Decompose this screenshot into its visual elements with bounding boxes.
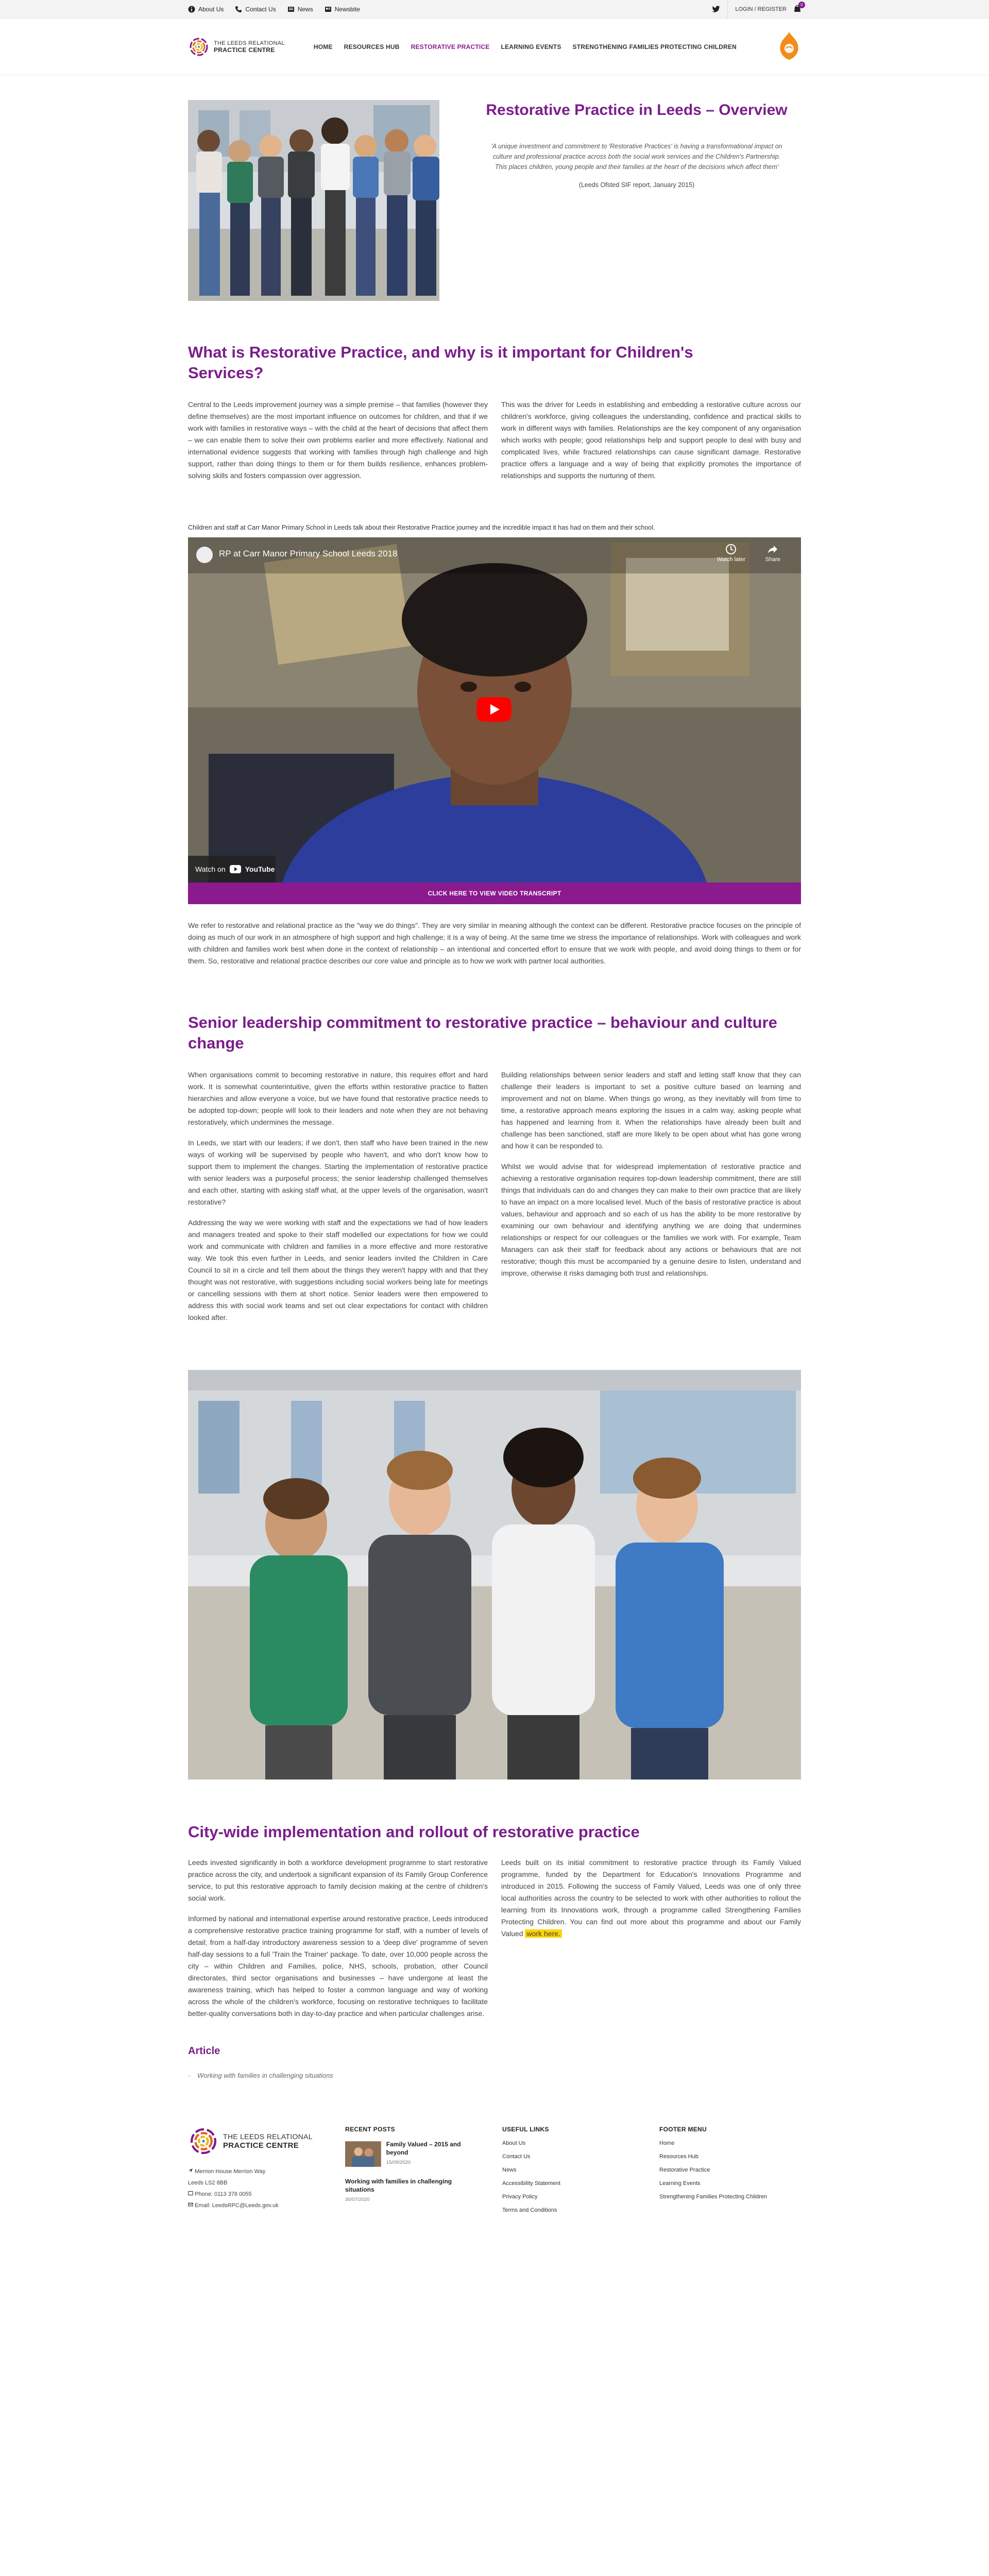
recent-posts-heading: RECENT POSTS bbox=[345, 2126, 395, 2133]
partner-logo-icon bbox=[777, 31, 801, 61]
email-icon bbox=[188, 2202, 193, 2207]
footer-menu-strengthening-families[interactable]: Strengthening Families Protecting Children bbox=[659, 2194, 768, 2200]
logo-mark-icon bbox=[188, 36, 210, 58]
logo-line1: THE LEEDS RELATIONAL bbox=[223, 2132, 313, 2141]
post-date: 15/09/2020 bbox=[386, 2160, 411, 2165]
basket-button[interactable] bbox=[794, 5, 801, 14]
hero-citation: (Leeds Ofsted SIF report, January 2015) bbox=[578, 181, 695, 189]
paragraph: Addressing the way we were working with staff and the expectations we had of how leaders and managers treated and spoke to their staff modelled our expectations for how we could work and communicate with children and families in a more effective and more restorative way. We took this even further in Leeds, and senior leaders invited the Children in Care Council to sit in a circle and tell them about the things they weren't happy with and that they thought was not restorative, with suggestions including social workers being late for meetings or cancelling sessions with them at short notice. Senior leaders were then empowered to address this with social work teams and set out clear expectations for contact with children looked after. bbox=[188, 1218, 488, 1321]
section2-columns bbox=[188, 1069, 801, 1324]
footer-contact-column bbox=[188, 2126, 319, 2221]
youtube-logo-icon bbox=[230, 865, 241, 873]
footer-menu-heading: FOOTER MENU bbox=[659, 2126, 707, 2133]
top-bar bbox=[0, 0, 989, 19]
site-header bbox=[0, 19, 989, 75]
logo-line2: PRACTICE CENTRE bbox=[214, 46, 275, 54]
youtube-label: YouTube bbox=[245, 865, 275, 873]
paragraph-relational-practice: We refer to restorative and relational practice as the "way we do things". They are very similar in meaning although the context can be different. Restorative practice focuses on the principle of doing as much of our work in an atmosphere of high support and high challenge; it is a way of being. At the same time we stress the importance of relationships. Work with colleagues and work with children and families work best when done in the context of relationship – an intentional and concerted effort to ensure that we work with people, and avoid doing things to them or for them. So, restorative and relational practice describes our core value and principle as to how we work with partner local authorities. bbox=[188, 921, 801, 965]
video-title[interactable]: RP at Carr Manor Primary School Leeds 2018 bbox=[219, 549, 398, 558]
top-right bbox=[712, 0, 801, 19]
section1-col1 bbox=[188, 399, 488, 482]
article-heading: Article bbox=[188, 2045, 220, 2057]
footer-link-about[interactable]: About Us bbox=[502, 2140, 526, 2146]
section-heading-what-is-rp: What is Restorative Practice, and why is it important for Children's Services? bbox=[188, 343, 693, 382]
section2-col1 bbox=[188, 1069, 488, 1324]
watch-later-button[interactable] bbox=[717, 544, 745, 563]
nav-item-resources-hub[interactable]: RESOURCES HUB bbox=[344, 43, 400, 50]
nav-item-strengthening-families[interactable]: STRENGTHENING FAMILIES PROTECTING CHILDREN bbox=[572, 43, 737, 50]
paragraph: Building relationships between senior leaders and staff and letting staff know that they can challenge their leaders is important to set a positive culture based on learning and improvement and not on blame. When things go wrong, as they inevitably will from time to time, a restorative approach means exploring the issues in a calm way, asking people what has happened and learning from it. When the relationships have already been built and challenge has been sanctioned, staff are more likely to be open about what has gone wrong and how it can be responded to. bbox=[501, 1071, 801, 1150]
paragraph: Leeds invested significantly in both a workforce development programme to start restorative practice across the city, and undertook a significant expansion of its Family Group Conference service, to put this restorative approach to family decision making at the centre of children's social work. bbox=[188, 1858, 488, 1902]
hero-section bbox=[188, 100, 801, 301]
footer-link-terms[interactable]: Terms and Conditions bbox=[502, 2207, 557, 2213]
location-icon bbox=[188, 2168, 193, 2173]
paragraph-text: Leeds built on its initial commitment to restorative practice through its Family Valued programme, funded by the Department for Education's Innovations Programme and introduced in 2015. Following the success of Family Valued, Leeds was one of only three local authorities across the country to be selected to work with other authorities to rollout the learning from its Innovations work, through a programme called Strengthening Families Protecting Children. You can find out more about this programme and about our Family Valued bbox=[501, 1858, 801, 1938]
section2-col2 bbox=[501, 1069, 801, 1324]
footer-menu-resources-hub[interactable]: Resources Hub bbox=[659, 2154, 698, 2160]
newspaper-icon bbox=[325, 6, 332, 13]
post-title: Working with families in challenging situations bbox=[345, 2178, 452, 2193]
address-line-2: Leeds LS2 8BB bbox=[188, 2180, 228, 2186]
share-label: Share bbox=[765, 556, 780, 563]
logo-text bbox=[214, 40, 285, 54]
section1-col2 bbox=[501, 399, 801, 482]
top-link-about[interactable] bbox=[188, 6, 224, 13]
news-icon bbox=[287, 6, 295, 13]
site-footer bbox=[188, 2126, 801, 2221]
hero-children-photo bbox=[188, 100, 439, 301]
address-line-1: Merrion House Merrion Way bbox=[195, 2168, 266, 2175]
address-line bbox=[188, 2166, 319, 2177]
footer-useful-links bbox=[502, 2126, 634, 2221]
logo-line2: PRACTICE CENTRE bbox=[223, 2141, 299, 2150]
recent-post-item[interactable] bbox=[345, 2140, 476, 2168]
paragraph: This was the driver for Leeds in establishing and embedding a restorative culture across our children's workforce, giving colleagues the understanding, confidence and practical skills to work in different ways with families. Relationships are the key component of any organisation which works with people; good relationships help and support people to deal with busy and complicated lives, while fractured relationships can cause significant damage. Restorative practice offers a language and a way of being that explicitly promotes the importance of relationships and supports the nurturing of them. bbox=[501, 400, 801, 480]
top-links bbox=[188, 6, 360, 13]
footer-link-accessibility[interactable]: Accessibility Statement bbox=[502, 2180, 561, 2187]
post-thumbnail bbox=[345, 2140, 381, 2168]
section3-col2 bbox=[501, 1857, 801, 2020]
footer-link-privacy[interactable]: Privacy Policy bbox=[502, 2194, 538, 2200]
post-title: Family Valued – 2015 and beyond bbox=[386, 2141, 461, 2156]
login-register-link[interactable]: LOGIN / REGISTER bbox=[735, 6, 787, 12]
footer-link-news[interactable]: News bbox=[502, 2167, 517, 2173]
recent-post-item[interactable] bbox=[345, 2177, 476, 2202]
footer-recent-posts bbox=[345, 2126, 476, 2221]
post-date: 30/07/2020 bbox=[345, 2197, 370, 2202]
nav-item-learning-events[interactable]: LEARNING EVENTS bbox=[501, 43, 561, 50]
footer-menu-home[interactable]: Home bbox=[659, 2140, 675, 2146]
video-caption: Children and staff at Carr Manor Primary School in Leeds talk about their Restorative Practice journey and the incredible impact it has had on them and their school. bbox=[188, 524, 655, 531]
footer-logo[interactable] bbox=[188, 2126, 319, 2157]
paragraph: Central to the Leeds improvement journey was a simple premise – that families (however they define themselves) are the most important influence on outcomes for children, and that if we work with families in restorative ways – with the child at the heart of decisions that affect them – we can enable them to solve their own problems earlier and more effectively. National and international evidence suggests that working with families through high challenge and high support, rather than doing things to them or for them builds resilience, enhances problem-solving skills and fosters compassion over aggression. bbox=[188, 400, 488, 480]
top-link-label: About Us bbox=[198, 6, 224, 13]
clock-icon bbox=[725, 544, 737, 555]
hero-text bbox=[472, 100, 801, 301]
site-logo[interactable] bbox=[188, 36, 285, 58]
phone-icon bbox=[235, 6, 242, 13]
footer-email[interactable]: Email: LeedsRPC@Leeds.gov.uk bbox=[195, 2202, 279, 2209]
partner-badge[interactable] bbox=[777, 31, 801, 63]
paragraph: In Leeds, we start with our leaders; if we don't, then staff who have been trained in the new ways of working will be supervised by people who haven't, and who don't know how to support them to implement the changes. Starting the implementation of restorative practice with senior leaders was a purposeful process; the senior leadership challenged themselves and each other, starting with asking staff what, at the upper levels of the organisation, wasn't restorative? bbox=[188, 1139, 488, 1206]
footer-link-contact[interactable]: Contact Us bbox=[502, 2154, 531, 2160]
divider bbox=[727, 0, 728, 19]
four-boys-photo bbox=[188, 1370, 801, 1780]
main-nav bbox=[314, 43, 737, 50]
top-link-label: News bbox=[297, 6, 313, 13]
watch-on-label: Watch on bbox=[195, 865, 226, 873]
twitter-icon[interactable] bbox=[712, 6, 720, 13]
paragraph: When organisations commit to becoming restorative in nature, this requires effort and hard work. It is somewhat counterintuitive, given the efforts within restorative practice to flatten hierarchies and allow everyone a voice, but we have found that restorative practice needs to be adopted top-down; people will look to their leaders and note when they are not behaving restoratively, which undermines the message. bbox=[188, 1071, 488, 1126]
top-link-news[interactable] bbox=[287, 6, 313, 13]
family-valued-work-link[interactable]: work here. bbox=[525, 1929, 561, 1938]
footer-menu bbox=[659, 2126, 791, 2221]
section-heading-senior-leadership: Senior leadership commitment to restorative practice – behaviour and culture change bbox=[188, 1013, 777, 1052]
info-icon bbox=[188, 6, 195, 13]
footer-menu-learning-events[interactable]: Learning Events bbox=[659, 2180, 701, 2187]
logo-line1: THE LEEDS RELATIONAL bbox=[214, 40, 285, 46]
footer-address bbox=[188, 2166, 319, 2211]
basket-count-badge: 0 bbox=[798, 2, 805, 8]
video-transcript-button[interactable]: CLICK HERE TO VIEW VIDEO TRANSCRIPT bbox=[188, 883, 801, 904]
logo-mark-icon bbox=[188, 2126, 219, 2157]
nav-item-restorative-practice[interactable]: RESTORATIVE PRACTICE bbox=[411, 43, 490, 50]
paragraph bbox=[501, 1857, 801, 1940]
top-link-label: Contact Us bbox=[245, 6, 276, 13]
share-button[interactable] bbox=[765, 544, 780, 563]
phone-line bbox=[188, 2189, 319, 2200]
paragraph: Informed by national and international expertise around restorative practice, Leeds introduced a comprehensive restorative practice training programme for staff, with a number of levels of detail; from a half-day introductory awareness session to a 'deep dive' programme of seven half-day sessions to a full 'Train the Trainer' package. To date, over 10,000 people across the city – within Children and Families, police, NHS, schools, probation, other Council directorates, third sector organisations and businesses – have undergone at least the awareness training, which has helped to foster a common language and way of working across the whole of the children's workforce, focusing on restorative techniques to facilitate better-quality conversations both in day-to-day practice and when particular challenges arise. bbox=[188, 1914, 488, 2018]
footer-logo-text bbox=[223, 2132, 313, 2150]
section3-col1 bbox=[188, 1857, 488, 2020]
video-player[interactable] bbox=[188, 537, 801, 883]
footer-menu-restorative-practice[interactable]: Restorative Practice bbox=[659, 2167, 710, 2173]
top-link-newsbite[interactable] bbox=[325, 6, 360, 13]
watch-on-youtube-button[interactable] bbox=[188, 856, 276, 883]
phone-icon bbox=[188, 2191, 193, 2196]
email-line bbox=[188, 2200, 319, 2211]
top-link-contact[interactable] bbox=[235, 6, 276, 13]
footer-phone[interactable]: Phone: 0113 378 0055 bbox=[195, 2191, 252, 2197]
play-icon[interactable] bbox=[476, 697, 511, 722]
section1-columns bbox=[188, 399, 801, 482]
article-link[interactable]: - Working with families in challenging situations bbox=[188, 2072, 801, 2079]
paragraph: Whilst we would advise that for widespread implementation of restorative practice and achieving a restorative organisation requires top-down leadership commitment, there are still things that individuals can do and changes they can make to their own practice that are likely to have an impact on a more localised level. Much of the basis of restorative practice is about values, behaviour and approach and so each of us has the ability to be more restorative by examining our own behaviour and identifying anything we are doing that undermines relationships or respect for our colleagues or the families we work with. For example, Team Managers can ask their staff for feedback about any actions or behaviours that are not restorative; though this must be accompanied by a genuine desire to listen, understand and improve, otherwise it risks damaging both trust and relationships. bbox=[501, 1162, 801, 1277]
top-link-label: Newsbite bbox=[334, 6, 361, 13]
section3-columns bbox=[188, 1857, 801, 2020]
watch-later-label: Watch later bbox=[717, 556, 745, 563]
page-title: Restorative Practice in Leeds – Overview bbox=[486, 101, 788, 118]
section-heading-city-wide: City-wide implementation and rollout of restorative practice bbox=[188, 1823, 640, 1841]
useful-links-heading: USEFUL LINKS bbox=[502, 2126, 549, 2133]
share-icon bbox=[767, 544, 778, 555]
hero-quote: 'A unique investment and commitment to 'Restorative Practices' is having a transformational impact on culture and professional practice across both the social work services and the Children's Partnership. This places children, young people and their families at the heart of the decisions which affect them' bbox=[491, 143, 782, 171]
nav-item-home[interactable]: HOME bbox=[313, 43, 333, 50]
